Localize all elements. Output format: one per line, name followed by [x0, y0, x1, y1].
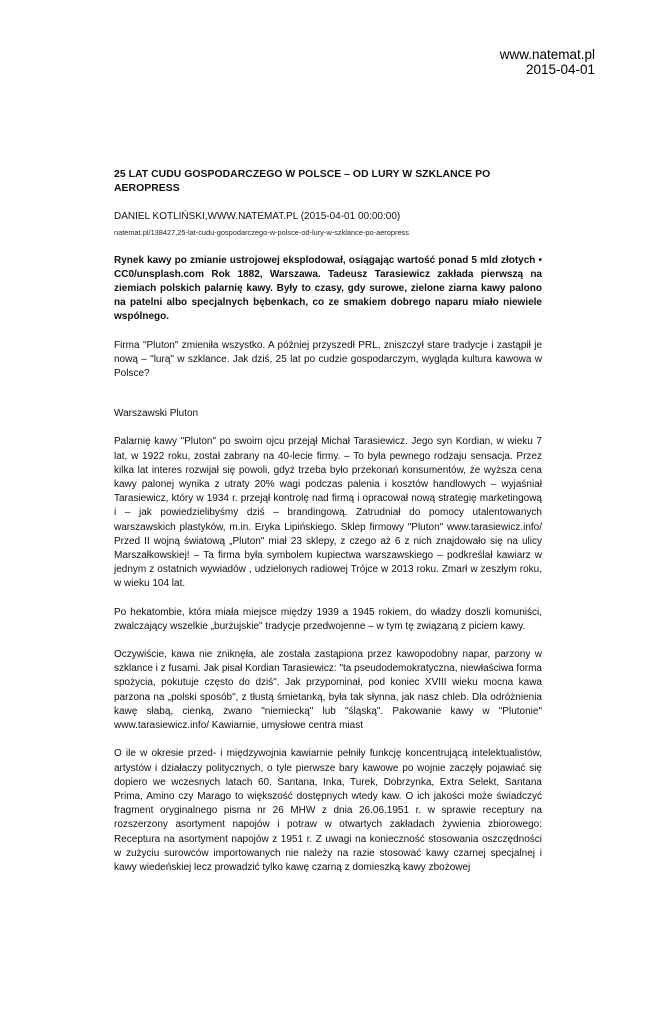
article-title: 25 LAT CUDU GOSPODARCZEGO W POLSCE – OD LURY W SZKLANCE PO AEROPRESS	[114, 169, 491, 195]
site-name: www.natemat.pl	[499, 47, 595, 62]
lead-paragraph: Rynek kawy po zmianie ustrojowej eksplodował, osiągając wartość ponad 5 mld złotych • CC0/unsplash.com Rok 1882, Warszawa. Tadeusz Tarasiewicz zakłada pierwszą na ziemiach polskich palarnię kawy. Były to czasy, gdy surowe, zielone ziarna kawy palono na patelni albo specjalnych bębenkach, co ze smakiem dobrego naparu miało niewiele wspólnego.	[114, 254, 542, 323]
paragraph-2: Po hekatombie, która miała miejsce między 1939 a 1945 rokiem, do władzy doszli komuniści, zwalczający wszelkie „burżujskie" tradycje przedwojenne – w tym tę związaną z piciem kawy.	[114, 606, 542, 632]
publication-date: 2015-04-01	[525, 62, 595, 77]
paragraph-1: Palarnię kawy "Pluton" po swoim ojcu przejął Michał Tarasiewicz. Jego syn Kordian, w wieku 7 lat, w 1922 roku, został zabrany na 40-lecie firmy. – To była pewnego rodzaju sensacja. Przez kilka lat interes rozwijał się powoli, gdyż trzeba było przekonań konsumentów, że wyższa cena kawy palonej wynika z utraty 20% wagi podczas palenia i kosztów handlowych – wyjaśniał Tarasiewicz, który w 1934 r. przejął kontrolę nad firmą i opracował nową strategię marketingową i – jak powiedzielibyśmy dziś – brandingową. Zatrudniał do pomocy utalentowanych warszawskich plastyków, m.in. Eryka Lipińskiego. Sklep firmowy "Pluton" www.tarasiewicz.info/ Przed II wojną światową „Pluton" miał 23 sklepy, z czego aż 6 z nich znajdowało się na ulicy Marszałkowskiej! – Ta firma była symbolem kupiectwa warszawskiego – podkreślał kawiarz w jednym z ostatnich wywiadów , udzielonych radiowej Trójce w 2013 roku. Zmarł w zeszłym roku, w wieku 104 lat.	[114, 436, 542, 590]
paragraph-4: O ile w okresie przed- i międzywojnia kawiarnie pełniły funkcję koncentrującą intelektualistów, artystów i działaczy politycznych, o tyle pierwsze bary kawowe po wojnie zaczęły pojawiać się dopiero we wczesnych latach 60. Santana, Inka, Turek, Dobrzynka, Extra Selekt, Santana Prima, Amino czy Marago to większość dostępnych wtedy kaw. O ich jakości może świadczyć fragment oryginalnego pisma nr 26 MHW z dnia 26.06.1951 r. w sprawie receptury na rozszerzony asortyment napojów i potraw w otwartych zakładach żywienia zbiorowego: Receptura na asortyment napojów z 1951 r. Z uwagi na konieczność stosowania oszczędności w zużyciu surowców importowanych nie należy na razie stosować kawy czarnej specjalnej i kawy wiedeńskiej lecz prowadzić tylko kawę czarną z domieszką kawy zbożowej	[114, 748, 542, 873]
section-heading: Warszawski Pluton	[114, 408, 199, 420]
intro-paragraph: Firma "Pluton" zmieniła wszystko. A później przyszedł PRL, zniszczył stare tradycje i zastąpił je nową – "lurą" w szklance. Jak dziś, 25 lat po cudzie gospodarczym, wygląda kultura kawowa w Polsce?	[114, 339, 542, 380]
header-meta	[500, 47, 595, 77]
source-url: natemat.pl/138427,25-lat-cudu-gospodarczego-w-polsce-od-lury-w-szklance-po-aeropress	[114, 227, 409, 237]
paragraph-3: Oczywiście, kawa nie zniknęła, ale została zastąpiona przez kawopodobny napar, parzony w szklance i z fusami. Jak pisał Kordian Tarasiewicz: "ta pseudodemokratyczna, niewłaściwa forma spożycia, pokutuje często do dziś". Jak przypominał, pod koniec XVIII wieku mocna kawa parzona na „polski sposób", z tłustą śmietanką, była tak słynna, jak nasz chleb. Dla odróżnienia kawę słabą, cienką, zwano "niemiecką" lub "śląską". Pakowanie kawy w "Plutonie" www.tarasiewicz.info/ Kawiarnie, umysłowe centra miast	[114, 649, 542, 732]
article-body	[114, 168, 542, 889]
author-line: DANIEL KOTLIŃSKI,WWW.NATEMAT.PL (2015-04-01 00:00:00)	[114, 211, 401, 223]
